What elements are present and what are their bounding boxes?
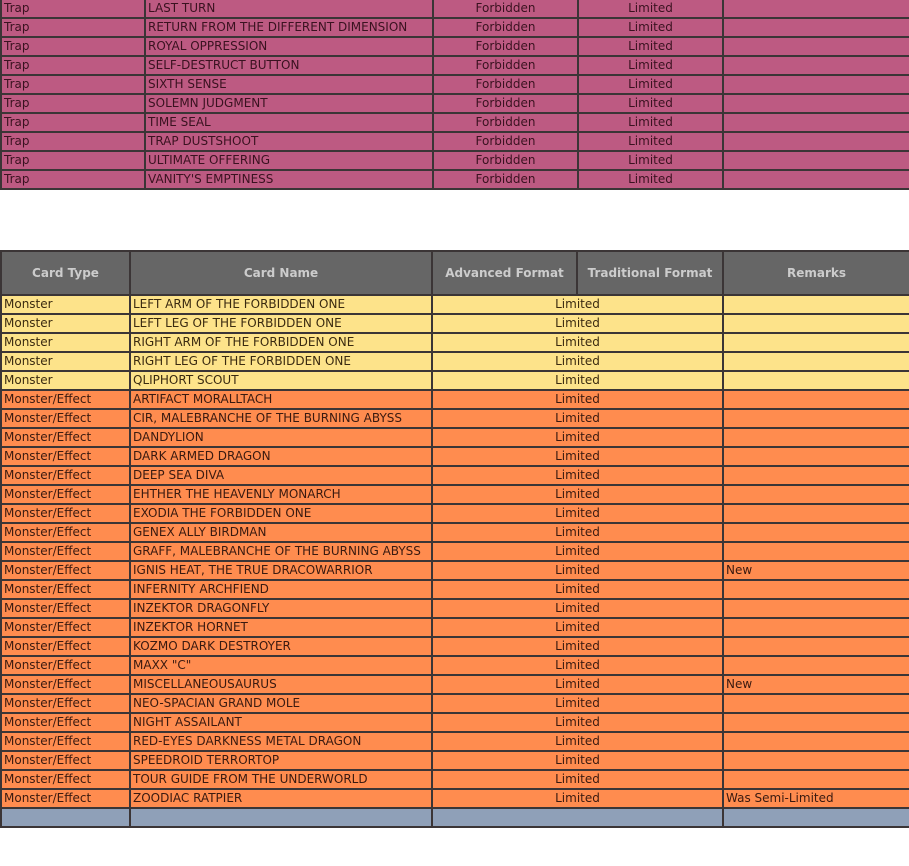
card-name-cell: EXODIA THE FORBIDDEN ONE <box>130 504 432 523</box>
card-name-cell: SPEEDROID TERRORTOP <box>130 751 432 770</box>
table-row <box>1 580 909 599</box>
format-status-cell: Limited <box>432 675 723 694</box>
card-type-cell: Monster/Effect <box>1 713 130 732</box>
table-row <box>1 561 909 580</box>
remarks-cell <box>723 333 909 352</box>
card-name-cell: RIGHT LEG OF THE FORBIDDEN ONE <box>130 352 432 371</box>
format-status-cell: Limited <box>432 732 723 751</box>
remarks-cell <box>723 113 909 132</box>
card-name-cell: RED-EYES DARKNESS METAL DRAGON <box>130 732 432 751</box>
traditional-format-cell: Limited <box>578 75 723 94</box>
remarks-cell <box>723 770 909 789</box>
remarks-cell <box>723 713 909 732</box>
card-type-cell: Monster/Effect <box>1 390 130 409</box>
format-status-cell: Limited <box>432 523 723 542</box>
card-type-cell: Monster <box>1 295 130 314</box>
remarks-cell <box>723 580 909 599</box>
advanced-format-cell: Forbidden <box>433 94 578 113</box>
format-status-cell: Limited <box>432 485 723 504</box>
table-row <box>1 694 909 713</box>
table-row <box>1 352 909 371</box>
card-name-cell: ARTIFACT MORALLTACH <box>130 390 432 409</box>
limited-cards-table <box>0 250 909 828</box>
remarks-cell <box>723 409 909 428</box>
advanced-format-cell: Forbidden <box>433 170 578 189</box>
empty-cell <box>723 808 909 827</box>
remarks-cell <box>723 428 909 447</box>
remarks-cell: New <box>723 561 909 580</box>
card-type-cell: Monster/Effect <box>1 504 130 523</box>
empty-cell <box>130 808 432 827</box>
card-type-cell: Monster/Effect <box>1 656 130 675</box>
card-type-cell: Trap <box>1 170 145 189</box>
table-row <box>1 18 909 37</box>
remarks-cell <box>723 637 909 656</box>
table-row <box>1 751 909 770</box>
remarks-cell <box>723 656 909 675</box>
remarks-cell <box>723 170 909 189</box>
limited-table-header <box>1 251 909 295</box>
table-row <box>1 56 909 75</box>
remarks-cell <box>723 37 909 56</box>
forbidden-traps-table <box>0 0 909 190</box>
empty-cell <box>432 808 723 827</box>
card-name-cell: SIXTH SENSE <box>145 75 433 94</box>
remarks-cell <box>723 618 909 637</box>
format-status-cell: Limited <box>432 390 723 409</box>
format-status-cell: Limited <box>432 713 723 732</box>
format-status-cell: Limited <box>432 561 723 580</box>
advanced-format-cell: Forbidden <box>433 18 578 37</box>
card-type-cell: Monster/Effect <box>1 694 130 713</box>
remarks-cell <box>723 447 909 466</box>
table-row <box>1 770 909 789</box>
format-status-cell: Limited <box>432 599 723 618</box>
format-status-cell: Limited <box>432 542 723 561</box>
traditional-format-cell: Limited <box>578 56 723 75</box>
card-name-cell: INZEKTOR DRAGONFLY <box>130 599 432 618</box>
format-status-cell: Limited <box>432 352 723 371</box>
card-type-cell: Monster/Effect <box>1 751 130 770</box>
card-type-cell: Trap <box>1 37 145 56</box>
limited-table-body <box>1 295 909 827</box>
card-type-cell: Monster/Effect <box>1 732 130 751</box>
card-name-cell: MISCELLANEOUSAURUS <box>130 675 432 694</box>
remarks-cell <box>723 314 909 333</box>
table-row <box>1 390 909 409</box>
table-row <box>1 0 909 18</box>
format-status-cell: Limited <box>432 428 723 447</box>
card-type-cell: Monster/Effect <box>1 675 130 694</box>
card-type-cell: Trap <box>1 132 145 151</box>
table-row <box>1 485 909 504</box>
card-type-cell: Trap <box>1 75 145 94</box>
card-name-cell: ULTIMATE OFFERING <box>145 151 433 170</box>
card-name-cell: SELF-DESTRUCT BUTTON <box>145 56 433 75</box>
table-row <box>1 466 909 485</box>
card-type-cell: Trap <box>1 151 145 170</box>
remarks-cell: New <box>723 675 909 694</box>
card-name-cell: IGNIS HEAT, THE TRUE DRACOWARRIOR <box>130 561 432 580</box>
remarks-cell <box>723 132 909 151</box>
card-name-cell: KOZMO DARK DESTROYER <box>130 637 432 656</box>
format-status-cell: Limited <box>432 333 723 352</box>
card-type-cell: Trap <box>1 18 145 37</box>
card-type-cell: Monster/Effect <box>1 523 130 542</box>
card-type-cell: Monster/Effect <box>1 637 130 656</box>
remarks-cell <box>723 94 909 113</box>
card-name-cell: EHTHER THE HEAVENLY MONARCH <box>130 485 432 504</box>
card-type-cell: Monster <box>1 371 130 390</box>
card-name-cell: LEFT ARM OF THE FORBIDDEN ONE <box>130 295 432 314</box>
format-status-cell: Limited <box>432 295 723 314</box>
table-row <box>1 37 909 56</box>
card-name-cell: VANITY'S EMPTINESS <box>145 170 433 189</box>
header-remarks[interactable]: Remarks <box>723 251 909 295</box>
card-name-cell: ZOODIAC RATPIER <box>130 789 432 808</box>
card-type-cell: Monster/Effect <box>1 447 130 466</box>
remarks-cell <box>723 151 909 170</box>
format-status-cell: Limited <box>432 314 723 333</box>
card-name-cell: TRAP DUSTSHOOT <box>145 132 433 151</box>
remarks-cell <box>723 751 909 770</box>
traditional-format-cell: Limited <box>578 18 723 37</box>
table-row <box>1 447 909 466</box>
card-name-cell: DANDYLION <box>130 428 432 447</box>
card-type-cell: Monster/Effect <box>1 580 130 599</box>
header-traditional-format[interactable]: Traditional Format <box>577 251 723 295</box>
trap-table-body <box>1 0 909 189</box>
card-name-cell: RETURN FROM THE DIFFERENT DIMENSION <box>145 18 433 37</box>
remarks-cell <box>723 75 909 94</box>
format-status-cell: Limited <box>432 466 723 485</box>
table-row <box>1 637 909 656</box>
traditional-format-cell: Limited <box>578 94 723 113</box>
table-row <box>1 675 909 694</box>
table-row <box>1 170 909 189</box>
table-row <box>1 333 909 352</box>
card-type-cell: Monster <box>1 314 130 333</box>
card-name-cell: MAXX "C" <box>130 656 432 675</box>
traditional-format-cell: Limited <box>578 37 723 56</box>
card-name-cell: INZEKTOR HORNET <box>130 618 432 637</box>
format-status-cell: Limited <box>432 789 723 808</box>
card-name-cell: CIR, MALEBRANCHE OF THE BURNING ABYSS <box>130 409 432 428</box>
table-row <box>1 656 909 675</box>
header-card-name[interactable]: Card Name <box>130 251 432 295</box>
table-row <box>1 504 909 523</box>
table-row <box>1 132 909 151</box>
card-type-cell: Trap <box>1 56 145 75</box>
card-type-cell: Monster/Effect <box>1 542 130 561</box>
card-type-cell: Monster/Effect <box>1 561 130 580</box>
advanced-format-cell: Forbidden <box>433 56 578 75</box>
format-status-cell: Limited <box>432 409 723 428</box>
card-name-cell: GRAFF, MALEBRANCHE OF THE BURNING ABYSS <box>130 542 432 561</box>
format-status-cell: Limited <box>432 694 723 713</box>
card-name-cell: DEEP SEA DIVA <box>130 466 432 485</box>
table-row <box>1 428 909 447</box>
remarks-cell <box>723 18 909 37</box>
advanced-format-cell: Forbidden <box>433 113 578 132</box>
card-type-cell: Monster/Effect <box>1 770 130 789</box>
card-type-cell: Monster/Effect <box>1 466 130 485</box>
table-row <box>1 523 909 542</box>
header-card-type[interactable]: Card Type <box>1 251 130 295</box>
card-name-cell: RIGHT ARM OF THE FORBIDDEN ONE <box>130 333 432 352</box>
table-row <box>1 599 909 618</box>
card-name-cell: TOUR GUIDE FROM THE UNDERWORLD <box>130 770 432 789</box>
remarks-cell <box>723 56 909 75</box>
card-type-cell: Monster/Effect <box>1 485 130 504</box>
card-name-cell: NIGHT ASSAILANT <box>130 713 432 732</box>
remarks-cell <box>723 694 909 713</box>
remarks-cell <box>723 504 909 523</box>
card-name-cell: SOLEMN JUDGMENT <box>145 94 433 113</box>
table-row <box>1 94 909 113</box>
table-row <box>1 713 909 732</box>
empty-cell <box>1 808 130 827</box>
advanced-format-cell: Forbidden <box>433 132 578 151</box>
remarks-cell <box>723 0 909 18</box>
remarks-cell <box>723 295 909 314</box>
advanced-format-cell: Forbidden <box>433 37 578 56</box>
card-name-cell: LEFT LEG OF THE FORBIDDEN ONE <box>130 314 432 333</box>
table-row <box>1 314 909 333</box>
traditional-format-cell: Limited <box>578 113 723 132</box>
card-name-cell: ROYAL OPPRESSION <box>145 37 433 56</box>
format-status-cell: Limited <box>432 580 723 599</box>
header-advanced-format[interactable]: Advanced Format <box>432 251 577 295</box>
table-row-partial <box>1 808 909 827</box>
format-status-cell: Limited <box>432 656 723 675</box>
format-status-cell: Limited <box>432 504 723 523</box>
table-row <box>1 75 909 94</box>
card-type-cell: Monster/Effect <box>1 618 130 637</box>
remarks-cell <box>723 390 909 409</box>
advanced-format-cell: Forbidden <box>433 75 578 94</box>
card-type-cell: Trap <box>1 94 145 113</box>
table-row <box>1 295 909 314</box>
card-type-cell: Trap <box>1 0 145 18</box>
traditional-format-cell: Limited <box>578 0 723 18</box>
card-type-cell: Monster/Effect <box>1 599 130 618</box>
format-status-cell: Limited <box>432 618 723 637</box>
table-row <box>1 542 909 561</box>
remarks-cell <box>723 732 909 751</box>
card-type-cell: Monster <box>1 352 130 371</box>
table-row <box>1 409 909 428</box>
format-status-cell: Limited <box>432 371 723 390</box>
format-status-cell: Limited <box>432 751 723 770</box>
card-name-cell: LAST TURN <box>145 0 433 18</box>
card-name-cell: GENEX ALLY BIRDMAN <box>130 523 432 542</box>
traditional-format-cell: Limited <box>578 151 723 170</box>
card-type-cell: Monster/Effect <box>1 428 130 447</box>
advanced-format-cell: Forbidden <box>433 151 578 170</box>
table-row <box>1 789 909 808</box>
remarks-cell <box>723 485 909 504</box>
format-status-cell: Limited <box>432 447 723 466</box>
advanced-format-cell: Forbidden <box>433 0 578 18</box>
card-type-cell: Monster <box>1 333 130 352</box>
card-type-cell: Trap <box>1 113 145 132</box>
traditional-format-cell: Limited <box>578 132 723 151</box>
card-name-cell: QLIPHORT SCOUT <box>130 371 432 390</box>
card-name-cell: INFERNITY ARCHFIEND <box>130 580 432 599</box>
remarks-cell <box>723 523 909 542</box>
remarks-cell <box>723 542 909 561</box>
remarks-cell <box>723 466 909 485</box>
card-type-cell: Monster/Effect <box>1 409 130 428</box>
format-status-cell: Limited <box>432 637 723 656</box>
table-row <box>1 618 909 637</box>
card-type-cell: Monster/Effect <box>1 789 130 808</box>
card-name-cell: NEO-SPACIAN GRAND MOLE <box>130 694 432 713</box>
remarks-cell <box>723 599 909 618</box>
remarks-cell: Was Semi-Limited <box>723 789 909 808</box>
table-row <box>1 113 909 132</box>
remarks-cell <box>723 352 909 371</box>
table-row <box>1 151 909 170</box>
card-name-cell: TIME SEAL <box>145 113 433 132</box>
remarks-cell <box>723 371 909 390</box>
traditional-format-cell: Limited <box>578 170 723 189</box>
table-row <box>1 732 909 751</box>
table-row <box>1 371 909 390</box>
card-name-cell: DARK ARMED DRAGON <box>130 447 432 466</box>
format-status-cell: Limited <box>432 770 723 789</box>
